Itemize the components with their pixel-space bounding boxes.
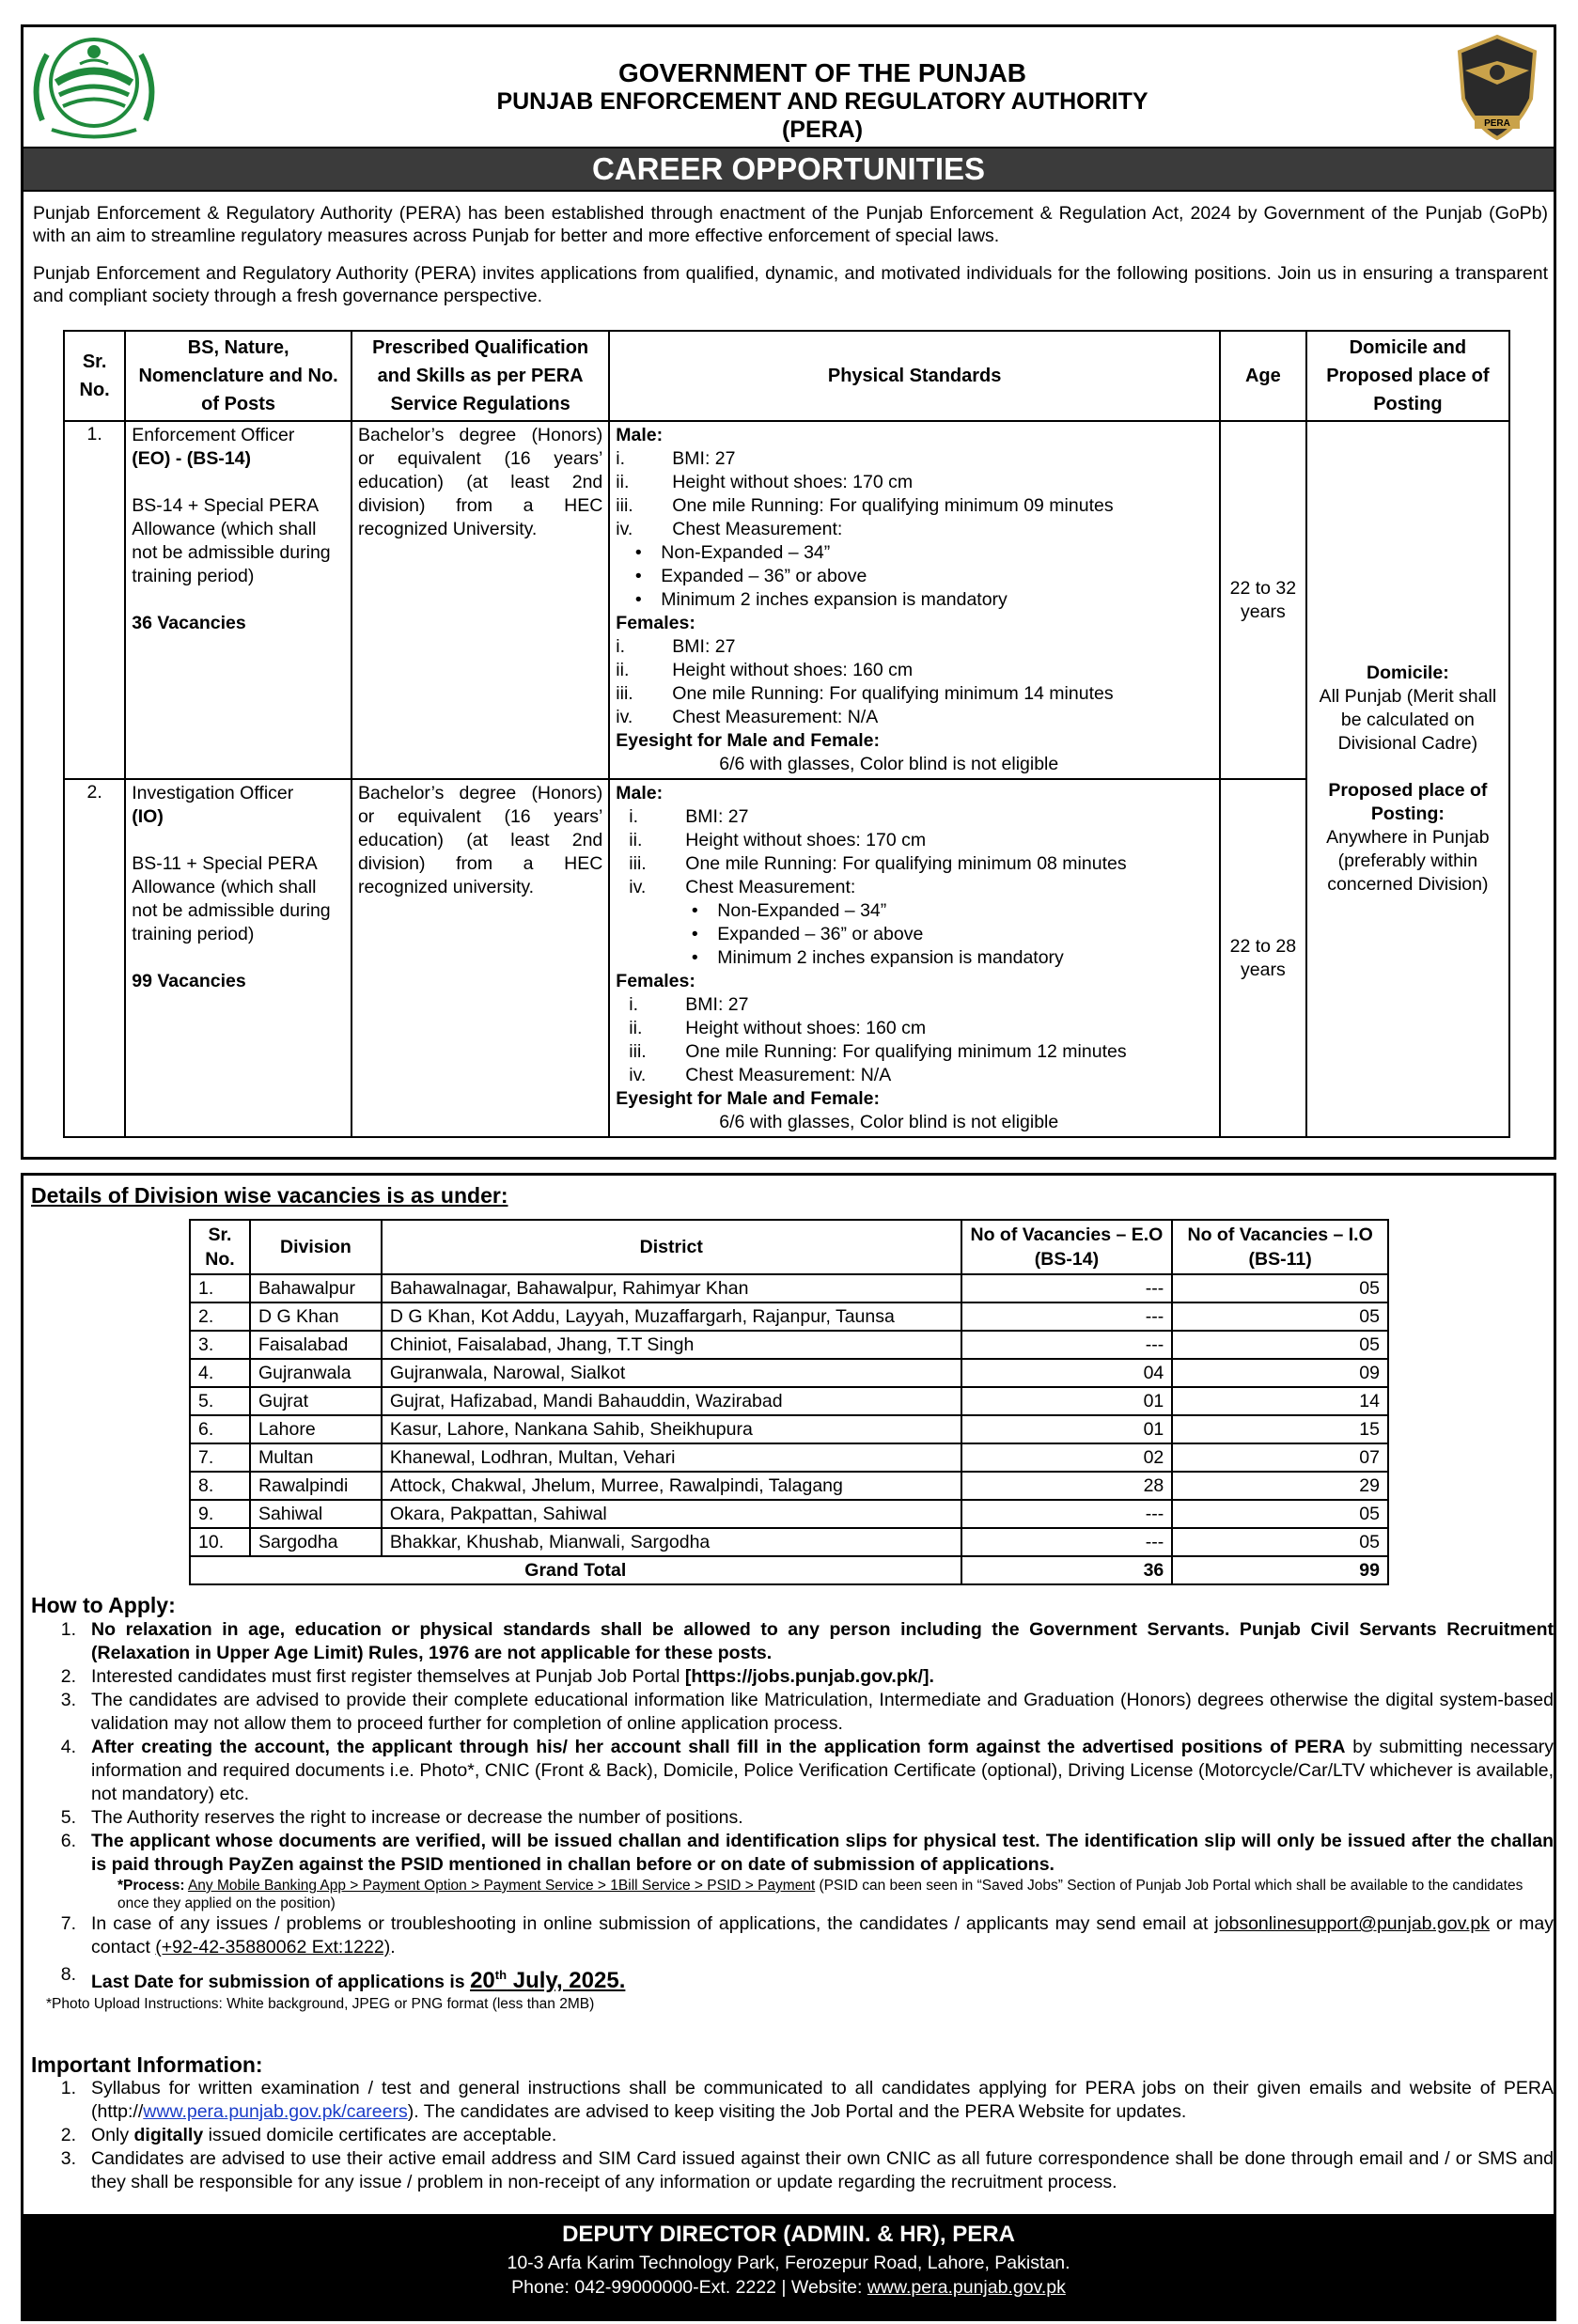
list-text: The candidates are advised to provide their complete educational information like Matriculation, Intermediate and Graduation (Honors) degrees otherwise the digital system-based validation may not allow them to proceed further for completion of online application process. (91, 1690, 1554, 1734)
male-item: Chest Measurement: (672, 519, 843, 539)
row-eo: 28 (961, 1472, 1173, 1500)
table-row (64, 779, 1509, 1137)
row-division: Bahawalpur (250, 1274, 382, 1302)
domicile-cell (1306, 421, 1509, 1137)
intro-paragraph-1: Punjab Enforcement & Regulatory Authority (PERA) has been established through enactment of the Punjab Enforcement & Regulation Act, 2024 by Government of the Punjab (GoPb) with an aim to streamline regulatory measures across Punjab for better and more effective enforcement of special laws. (33, 203, 1548, 246)
posts-table-header (64, 331, 1509, 421)
row-division: D G Khan (250, 1302, 382, 1331)
header-qualification: Prescribed Qualification and Skills as per PERA Service Regulations (352, 331, 609, 421)
roman: i. (616, 448, 626, 469)
bullet-icon: • (691, 900, 698, 921)
row-division: Rawalpindi (250, 1472, 382, 1500)
row-io: 05 (1172, 1302, 1388, 1331)
table-row (190, 1472, 1388, 1500)
list-text: Interested candidates must first register themselves at Punjab Job Portal (91, 1666, 685, 1687)
footer-contact (23, 2277, 1554, 2299)
row-eo: 01 (961, 1415, 1173, 1443)
roman: iii. (616, 495, 633, 516)
row-io: 29 (1172, 1472, 1388, 1500)
header-government: GOVERNMENT OF THE PUNJAB (617, 58, 1027, 87)
table-row (190, 1500, 1388, 1528)
process-text: (PSID can been seen in “Saved Jobs” Section of Punjab Job Portal which shall be available to the candidates once they applied on the position) (117, 1878, 1523, 1911)
roman: ii. (616, 472, 630, 492)
post-vacancies: 99 Vacancies (132, 971, 246, 991)
chest-item: Minimum 2 inches expansion is mandatory (661, 589, 1008, 610)
job-portal-link[interactable]: [https://jobs.punjab.gov.pk/]. (684, 1666, 934, 1687)
table-row (64, 421, 1509, 779)
post-name: Enforcement Officer (132, 425, 295, 445)
row-division: Lahore (250, 1415, 382, 1443)
male-item: Chest Measurement: (685, 877, 856, 897)
process-label: *Process: (117, 1878, 185, 1894)
male-item: Height without shoes: 170 cm (672, 472, 914, 492)
chest-item: Non-Expanded – 34” (717, 900, 887, 921)
post-vacancies: 36 Vacancies (132, 613, 246, 633)
row-district: Okara, Pakpattan, Sahiwal (382, 1500, 961, 1528)
header-io: No of Vacancies – I.O (BS-11) (1172, 1220, 1388, 1274)
list-number: 1. (60, 2078, 76, 2098)
list-item (31, 1618, 1554, 1665)
list-item (31, 1806, 1554, 1830)
row-sr: 8. (190, 1472, 250, 1500)
row-sr: 1. (64, 421, 125, 779)
bullet-icon: • (691, 924, 698, 944)
footer (23, 2214, 1554, 2318)
roman: i. (616, 636, 626, 657)
chest-item: Expanded – 36” or above (717, 924, 924, 944)
list-item (31, 1689, 1554, 1736)
list-text-bold: digitally (133, 2125, 204, 2145)
male-item: BMI: 27 (685, 806, 749, 827)
row-sr: 2. (190, 1302, 250, 1331)
row-division: Gujranwala (250, 1359, 382, 1387)
list-item (31, 2147, 1554, 2194)
header-district: District (382, 1220, 961, 1274)
row-sr: 2. (64, 779, 125, 1137)
list-number: 5. (60, 1807, 76, 1828)
footer-title: DEPUTY DIRECTOR (ADMIN. & HR), PERA (562, 2222, 1015, 2247)
row-division: Sahiwal (250, 1500, 382, 1528)
row-io: 05 (1172, 1528, 1388, 1556)
list-number: 2. (60, 2125, 76, 2145)
list-number: 2. (60, 1666, 76, 1687)
list-text: issued domicile certificates are acceptable. (203, 2125, 557, 2145)
post-code: (EO) - (BS-14) (132, 448, 252, 469)
roman: iv. (616, 519, 633, 539)
table-row (190, 1443, 1388, 1472)
last-date-suffix: th (494, 1968, 508, 1982)
header-post: BS, Nature, Nomenclature and No. of Posts (125, 331, 352, 421)
row-sr: 1. (190, 1274, 250, 1302)
list-number: 8. (60, 1964, 76, 1985)
row-district: Bahawalnagar, Bahawalpur, Rahimyar Khan (382, 1274, 961, 1302)
row-sr: 3. (190, 1331, 250, 1359)
list-text: Last Date for submission of applications is (91, 1972, 471, 1992)
chest-item: Non-Expanded – 34” (661, 542, 831, 563)
header-sr: Sr. No. (64, 331, 125, 421)
male-item: One mile Running: For qualifying minimum 09 minutes (672, 495, 1114, 516)
how-to-apply-title: How to Apply: (31, 1593, 176, 1617)
list-text: Syllabus for written examination / test and general instructions shall be communicated to all candidates applying for PERA jobs on their given emails and website of PERA (http:// (91, 2078, 1554, 2122)
list-text: ). The candidates are advised to keep visiting the Job Portal and the PERA Website for updates. (407, 2101, 1187, 2122)
male-item: Height without shoes: 170 cm (685, 830, 927, 850)
roman: ii. (616, 660, 630, 680)
row-io: 14 (1172, 1387, 1388, 1415)
eyesight-label: Eyesight for Male and Female: (616, 1088, 880, 1109)
row-eo: --- (961, 1528, 1173, 1556)
row-district: Kasur, Lahore, Nankana Sahib, Sheikhupura (382, 1415, 961, 1443)
support-phone[interactable]: (+92-42-35880062 Ext:1222) (155, 1937, 391, 1957)
division-rows (190, 1274, 1388, 1556)
bottom-section (21, 1173, 1556, 2321)
post-allowance: BS-11 + Special PERA Allowance (which shall not be admissible during training period) (132, 853, 331, 944)
important-info-list (31, 2077, 1554, 2194)
roman: iv. (629, 1065, 647, 1085)
header-acronym: (PERA) (781, 117, 864, 143)
row-division: Gujrat (250, 1387, 382, 1415)
row-district: Gujranwala, Narowal, Sialkot (382, 1359, 961, 1387)
eyesight-text: 6/6 with glasses, Color blind is not eligible (719, 1112, 1059, 1132)
row-eo: --- (961, 1274, 1173, 1302)
last-date-day: 20 (470, 1968, 495, 1993)
list-item (31, 1736, 1554, 1806)
female-label: Females: (616, 613, 695, 633)
header-age: Age (1220, 331, 1306, 421)
post-cell (125, 421, 352, 779)
header-physical: Physical Standards (609, 331, 1220, 421)
posts-table (63, 330, 1510, 1138)
eyesight-text: 6/6 with glasses, Color blind is not eligible (719, 754, 1059, 774)
row-eo: 04 (961, 1359, 1173, 1387)
domicile-label: Domicile: (1366, 663, 1449, 683)
header-domicile: Domicile and Proposed place of Posting (1306, 331, 1509, 421)
age-range: 22 to 28 years (1220, 779, 1306, 1137)
female-item: One mile Running: For qualifying minimum 12 minutes (685, 1041, 1127, 1062)
posting-text: Anywhere in Punjab (preferably within concerned Division) (1326, 827, 1490, 895)
roman: i. (629, 806, 639, 827)
row-io: 15 (1172, 1415, 1388, 1443)
age-range: 22 to 32 years (1220, 421, 1306, 779)
row-io: 05 (1172, 1331, 1388, 1359)
table-row (190, 1528, 1388, 1556)
careers-link[interactable]: www.pera.punjab.gov.pk/careers (143, 2101, 408, 2122)
pera-logo (1452, 33, 1542, 142)
grand-total-row (190, 1556, 1388, 1584)
row-eo: 01 (961, 1387, 1173, 1415)
post-code: (IO) (132, 806, 164, 827)
table-row (190, 1387, 1388, 1415)
female-item: Chest Measurement: N/A (685, 1065, 892, 1085)
process-note (31, 1877, 1554, 1912)
list-number: 7. (60, 1913, 76, 1934)
last-date (470, 1968, 625, 1993)
how-to-apply-list (31, 1618, 1554, 2015)
intro-paragraph-2: Punjab Enforcement and Regulatory Authority (PERA) invites applications from qualified, dynamic, and motivated individuals for the following positions. Join us in ensuring a transparent and compliant society through a fresh governance perspective. (33, 263, 1548, 306)
grand-total-io: 99 (1172, 1556, 1388, 1584)
grand-total-label: Grand Total (190, 1556, 961, 1584)
list-item (31, 1912, 1554, 1959)
chest-item: Expanded – 36” or above (661, 566, 867, 586)
list-number: 1. (60, 1619, 76, 1640)
female-item: BMI: 27 (672, 636, 736, 657)
list-number: 3. (60, 2148, 76, 2169)
pera-logo-text: PERA (1484, 118, 1510, 129)
domicile-text: All Punjab (Merit shall be calculated on Divisional Cadre) (1319, 686, 1497, 754)
roman: iii. (629, 853, 647, 874)
female-item: One mile Running: For qualifying minimum 14 minutes (672, 683, 1114, 704)
physical-standards (609, 779, 1220, 1137)
list-text: Only (91, 2125, 134, 2145)
row-division: Sargodha (250, 1528, 382, 1556)
female-item: Height without shoes: 160 cm (672, 660, 914, 680)
roman: i. (629, 994, 639, 1015)
table-row (190, 1331, 1388, 1359)
header-authority: PUNJAB ENFORCEMENT AND REGULATORY AUTHORITY (496, 88, 1148, 115)
list-number: 4. (60, 1737, 76, 1757)
division-table-header (190, 1220, 1388, 1274)
female-item: Chest Measurement: N/A (672, 707, 879, 727)
footer-address: 10-3 Arfa Karim Technology Park, Ferozepur Road, Lahore, Pakistan. (507, 2252, 1070, 2273)
list-item (31, 2077, 1554, 2124)
row-io: 09 (1172, 1359, 1388, 1387)
list-text-bold: After creating the account, the applicant through his/ her account shall fill in the application form against the advertised positions of PERA (91, 1737, 1346, 1757)
list-item (31, 2124, 1554, 2147)
punjab-government-logo (23, 31, 164, 144)
male-label: Male: (616, 783, 664, 803)
top-section (21, 24, 1556, 1160)
list-text: No relaxation in age, education or physical standards shall be allowed to any person including the Government Servants. Punjab Civil Servants Recruitment (Relaxation in Upper Age Limit) Rules, 1976 are not applicable for these posts. (91, 1619, 1554, 1663)
qualification: Bachelor’s degree (Honors) or equivalent (16 years’ education) (at least 2nd division) from a HEC recognized University. (352, 421, 609, 779)
posting-label: Proposed place of Posting: (1328, 780, 1488, 824)
row-io: 05 (1172, 1500, 1388, 1528)
female-item: BMI: 27 (685, 994, 749, 1015)
important-info-title: Important Information: (31, 2052, 263, 2077)
header-sr: Sr. No. (190, 1220, 250, 1274)
list-number: 3. (60, 1690, 76, 1710)
roman: iii. (616, 683, 633, 704)
row-district: Khanewal, Lodhran, Multan, Vehari (382, 1443, 961, 1472)
grand-total-eo: 36 (961, 1556, 1173, 1584)
photo-note: *Photo Upload Instructions: White background, JPEG or PNG format (less than 2MB) (46, 1996, 595, 2012)
list-text: The Authority reserves the right to increase or decrease the number of positions. (91, 1807, 743, 1828)
table-row (190, 1359, 1388, 1387)
qualification: Bachelor’s degree (Honors) or equivalent (16 years’ education) (at least 2nd division) from a HEC recognized university. (352, 779, 609, 1137)
list-item (31, 1665, 1554, 1689)
row-district: Gujrat, Hafizabad, Mandi Bahauddin, Wazirabad (382, 1387, 961, 1415)
male-item: One mile Running: For qualifying minimum 08 minutes (685, 853, 1127, 874)
header-eo: No of Vacancies – E.O (BS-14) (961, 1220, 1173, 1274)
division-title: Details of Division wise vacancies is as under: (31, 1183, 508, 1208)
list-number: 6. (60, 1831, 76, 1851)
post-name: Investigation Officer (132, 783, 294, 803)
process-path: Any Mobile Banking App > Payment Option > Payment Service > 1Bill Service > PSID > Payment (187, 1878, 816, 1894)
roman: iii. (629, 1041, 647, 1062)
roman: iv. (616, 707, 633, 727)
row-sr: 7. (190, 1443, 250, 1472)
bullet-icon: • (634, 566, 642, 586)
row-sr: 6. (190, 1415, 250, 1443)
list-text: Candidates are advised to use their active email address and SIM Card issued against their own CNIC as all future correspondence shall be done through email and / or SMS and they shall be responsible for any issue / problem in non-receipt of any information or update regarding the recruitment process. (91, 2148, 1554, 2192)
bullet-icon: • (634, 589, 642, 610)
list-text: by submitting necessary information and required documents i.e. Photo*, CNIC (Front & Back), Domicile, Police Verification Certificate (optional), Driving License (Motorcycle/Car/LTV whichever is available, not mandatory) etc. (91, 1737, 1554, 1804)
eyesight-label: Eyesight for Male and Female: (616, 730, 880, 751)
table-row (190, 1302, 1388, 1331)
female-label: Females: (616, 971, 695, 991)
table-row (190, 1274, 1388, 1302)
row-eo: 02 (961, 1443, 1173, 1472)
row-sr: 10. (190, 1528, 250, 1556)
row-district: D G Khan, Kot Addu, Layyah, Muzaffargarh, Rajanpur, Taunsa (382, 1302, 961, 1331)
bullet-icon: • (691, 947, 698, 968)
roman: ii. (629, 830, 643, 850)
row-sr: 5. (190, 1387, 250, 1415)
list-item (31, 1830, 1554, 1877)
footer-phone: Phone: 042-99000000-Ext. 2222 | Website: (511, 2277, 867, 2299)
division-table (189, 1219, 1389, 1585)
header-division: Division (250, 1220, 382, 1274)
career-opportunities-banner: CAREER OPPORTUNITIES (23, 147, 1554, 192)
physical-standards (609, 421, 1220, 779)
list-text: . (390, 1937, 396, 1957)
footer-website-link[interactable]: www.pera.punjab.gov.pk (867, 2277, 1066, 2299)
row-io: 07 (1172, 1443, 1388, 1472)
row-district: Chiniot, Faisalabad, Jhang, T.T Singh (382, 1331, 961, 1359)
row-division: Multan (250, 1443, 382, 1472)
support-email-link[interactable]: jobsonlinesupport@punjab.gov.pk (1214, 1913, 1490, 1934)
list-text: In case of any issues / problems or troubleshooting in online submission of applications, the candidates / applicants may send email at (91, 1913, 1215, 1934)
list-item (31, 1963, 1554, 1994)
row-sr: 9. (190, 1500, 250, 1528)
list-text: The applicant whose documents are verified, will be issued challan and identification slips for physical test. The identification slip will only be issued after the challan is paid through PayZen against the PSID mentioned in challan before or on date of submission of applications. (91, 1831, 1554, 1875)
male-item: BMI: 27 (672, 448, 736, 469)
row-district: Bhakkar, Khushab, Mianwali, Sargodha (382, 1528, 961, 1556)
female-item: Height without shoes: 160 cm (685, 1018, 927, 1038)
row-eo: --- (961, 1331, 1173, 1359)
post-cell (125, 779, 352, 1137)
chest-item: Minimum 2 inches expansion is mandatory (717, 947, 1064, 968)
row-division: Faisalabad (250, 1331, 382, 1359)
list-text: or may contact (91, 1913, 1554, 1957)
table-row (190, 1415, 1388, 1443)
row-io: 05 (1172, 1274, 1388, 1302)
roman: ii. (629, 1018, 643, 1038)
row-eo: --- (961, 1500, 1173, 1528)
bullet-icon: • (634, 542, 642, 563)
row-district: Attock, Chakwal, Jhelum, Murree, Rawalpindi, Talagang (382, 1472, 961, 1500)
roman: iv. (629, 877, 647, 897)
last-date-month: July, 2025. (507, 1968, 626, 1993)
male-label: Male: (616, 425, 664, 445)
row-sr: 4. (190, 1359, 250, 1387)
post-allowance: BS-14 + Special PERA Allowance (which shall not be admissible during training period) (132, 495, 331, 586)
row-eo: --- (961, 1302, 1173, 1331)
